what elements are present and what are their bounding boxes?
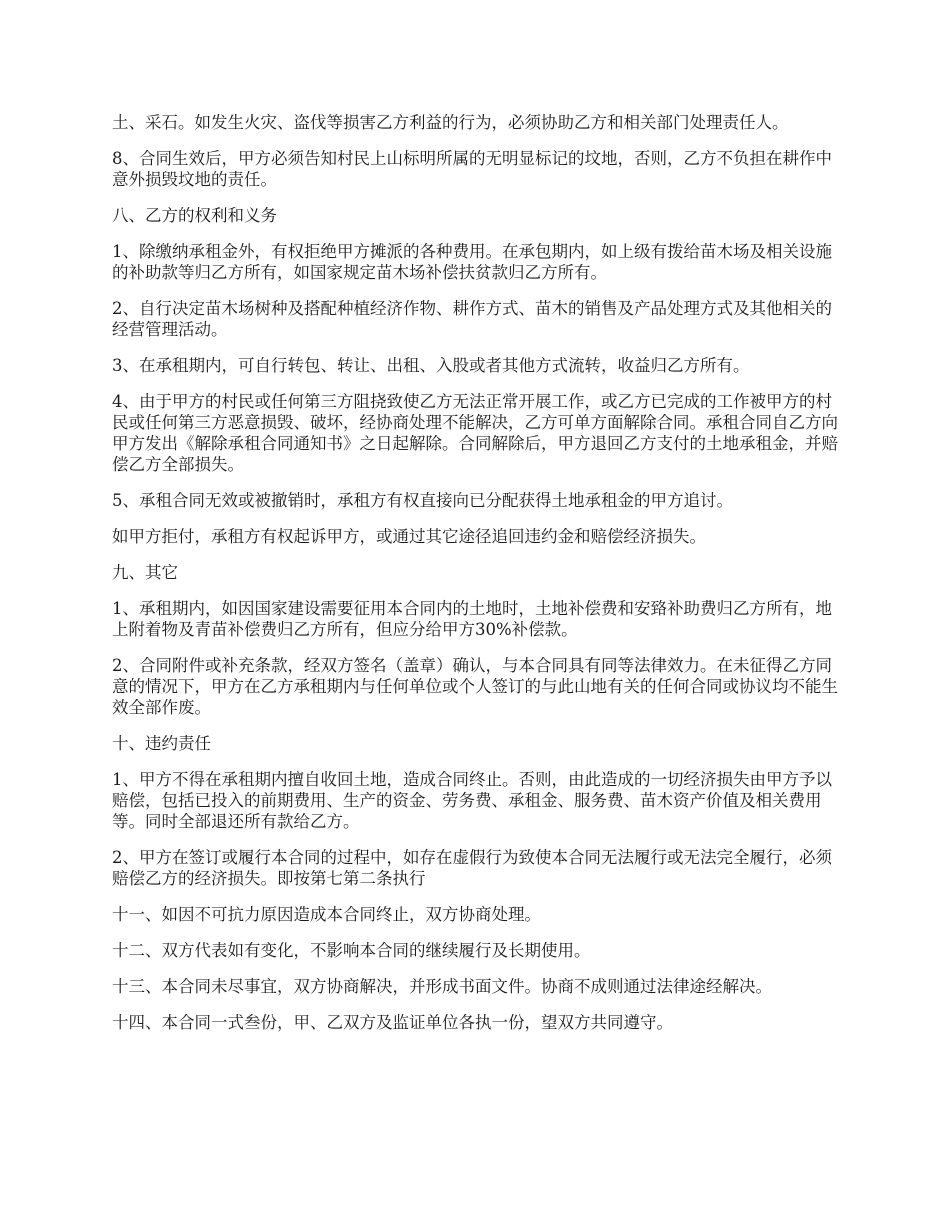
paragraph-b-clause-2: 2、自行决定苗木场树种及搭配种植经济作物、耕作方式、苗木的销售及产品处理方式及其他相关的经营管理活动。 xyxy=(112,299,832,339)
paragraph-section-12: 十二、双方代表如有变化，不影响本合同的继续履行及长期使用。 xyxy=(112,941,591,960)
paragraph-section-14: 十四、本合同一式叁份，甲、乙双方及监证单位各执一份，望双方共同遵守。 xyxy=(112,1013,673,1032)
paragraph-breach-clause-2: 2、甲方在签订或履行本合同的过程中，如存在虚假行为致使本合同无法履行或无法完全履行，必须赔偿乙方的经济损失。即按第七第二条执行 xyxy=(112,848,832,888)
paragraph-fire-theft-clause: 土、采石。如发生火灾、盗伐等损害乙方利益的行为，必须协助乙方和相关部门处理责任人。 xyxy=(112,113,789,132)
paragraph-b-clause-5: 5、承租合同无效或被撤销时，承租方有权直接向已分配获得土地承租金的甲方追讨。 xyxy=(112,491,733,510)
paragraph-section-11: 十一、如因不可抗力原因造成本合同终止，双方协商处理。 xyxy=(112,905,541,924)
paragraph-section-13: 十三、本合同未尽事宜，双方协商解决，并形成书面文件。协商不成则通过法律途经解决。 xyxy=(112,977,772,996)
paragraph-b-clause-4: 4、由于甲方的村民或任何第三方阻挠致使乙方无法正常开展工作，或乙方已完成的工作被甲方的村民或任何第三方恶意损毁、破坏，经协商处理不能解决，乙方可单方面解除合同。承租合同自乙方向甲方发出《解除承租合同通知书》之日起解除。合同解除后，甲方退回乙方支付的土地承租金，并赔偿乙方全部损失。 xyxy=(112,392,838,474)
section-heading-party-b-rights: 八、乙方的权利和义务 xyxy=(112,206,277,225)
paragraph-refusal-litigation: 如甲方拒付，承租方有权起诉甲方，或通过其它途径追回违约金和赔偿经济损失。 xyxy=(112,527,706,546)
paragraph-clause-8-graves: 8、合同生效后，甲方必须告知村民上山标明所属的无明显标记的坟地，否则，乙方不负担在耕作中意外损毁坟地的责任。 xyxy=(112,149,832,189)
document-page xyxy=(112,112,838,1048)
section-heading-other: 九、其它 xyxy=(112,563,178,582)
paragraph-b-clause-1: 1、除缴纳承租金外，有权拒绝甲方摊派的各种费用。在承包期内，如上级有拨给苗木场及相关设施的补助款等归乙方所有，如国家规定苗木场补偿扶贫款归乙方所有。 xyxy=(112,242,832,282)
paragraph-other-clause-2: 2、合同附件或补充条款，经双方签名（盖章）确认，与本合同具有同等法律效力。在未征得乙方同意的情况下，甲方在乙方承租期内与任何单位或个人签订的与此山地有关的任何合同或协议均不能生效全部作废。 xyxy=(112,656,838,717)
section-heading-breach-liability: 十、违约责任 xyxy=(112,734,211,753)
paragraph-other-clause-1: 1、承租期内，如因国家建设需要征用本合同内的土地时，土地补偿费和安臵补助费归乙方所有，地上附着物及青苗补偿费归乙方所有，但应分给甲方30%补偿款。 xyxy=(112,599,832,639)
paragraph-b-clause-3: 3、在承租期内，可自行转包、转让、出租、入股或者其他方式流转，收益归乙方所有。 xyxy=(112,356,750,375)
paragraph-breach-clause-1: 1、甲方不得在承租期内擅自收回土地，造成合同终止。否则，由此造成的一切经济损失由甲方予以赔偿，包括已投入的前期费用、生产的资金、劳务费、承租金、服务费、苗木资产价值及相关费用等。同时全部退还所有款给乙方。 xyxy=(112,770,832,831)
